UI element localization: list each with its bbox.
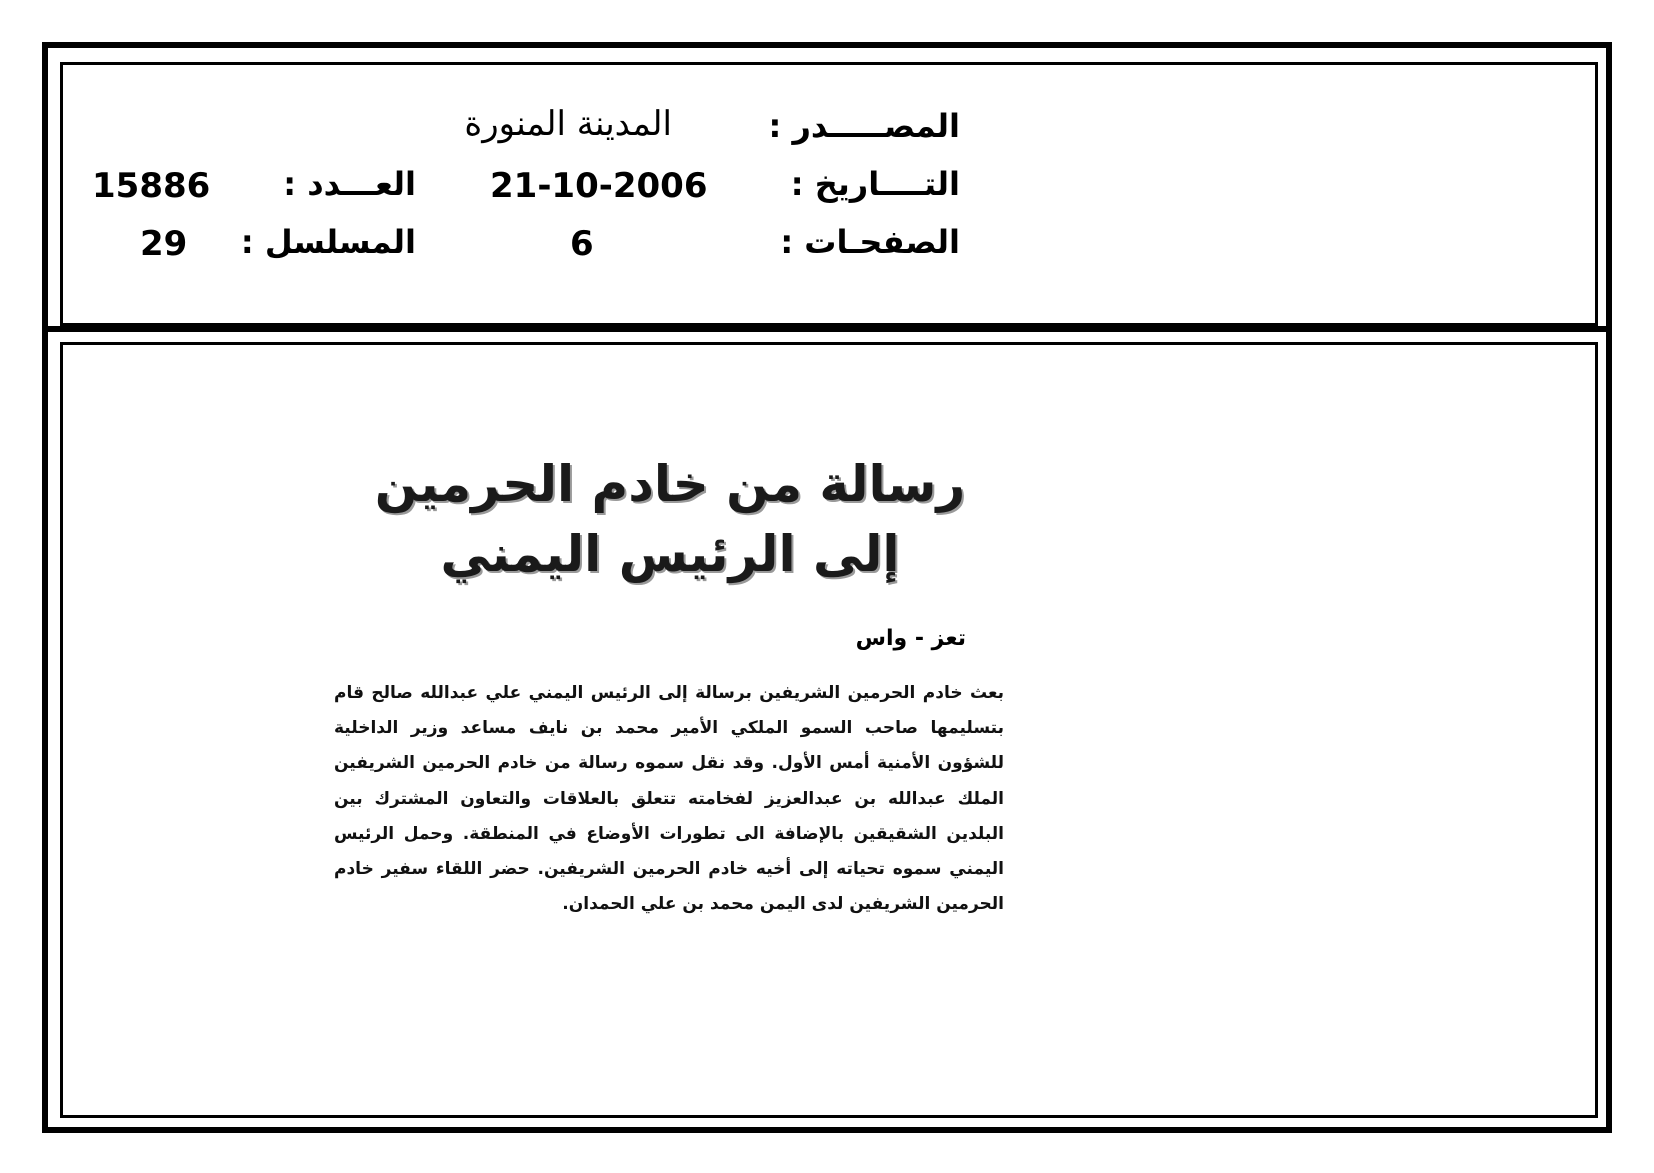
date-label: التــــاريخ : — [790, 165, 960, 203]
article-dateline: تعز - واس — [855, 626, 966, 651]
source-label: المصـــــدر : — [768, 107, 960, 145]
issue-value: 15886 — [92, 166, 211, 206]
date-value: 21-10-2006 — [490, 166, 708, 206]
header-divider — [42, 326, 1612, 332]
issue-label: العـــدد : — [283, 165, 416, 203]
pages-label: الصفحـات : — [780, 223, 960, 261]
headline-line-1: رسالة من خادم الحرمين — [374, 455, 966, 513]
headline-line-2: إلى الرئيس اليمني — [440, 525, 900, 583]
source-value: المدينة المنورة — [464, 104, 672, 144]
serial-value: 29 — [140, 224, 188, 264]
article-body: بعث خادم الحرمين الشريفين برسالة إلى الرئيس اليمني علي عبدالله صالح قام بتسليمها صاحب السمو الملكي الأمير محمد بن نايف مساعد وزير الداخلية للشؤون الأمنية أمس الأول. وقد نقل سموه رسالة من خادم الحرمين الشريفين الملك عبدالله بن عبدالعزيز لفخامته تتعلق بالعلاقات والتعاون المشترك بين البلدين الشقيقين بالإضافة الى تطورات الأوضاع في المنطقة. وحمل الرئيس اليمني سموه تحياته إلى أخيه خادم الحرمين الشريفين. حضر اللقاء سفير خادم الحرمين الشريفين لدى اليمن محمد بن علي الحمدان. — [334, 683, 1004, 915]
serial-label: المسلسل : — [240, 223, 416, 261]
pages-value: 6 — [570, 224, 594, 264]
